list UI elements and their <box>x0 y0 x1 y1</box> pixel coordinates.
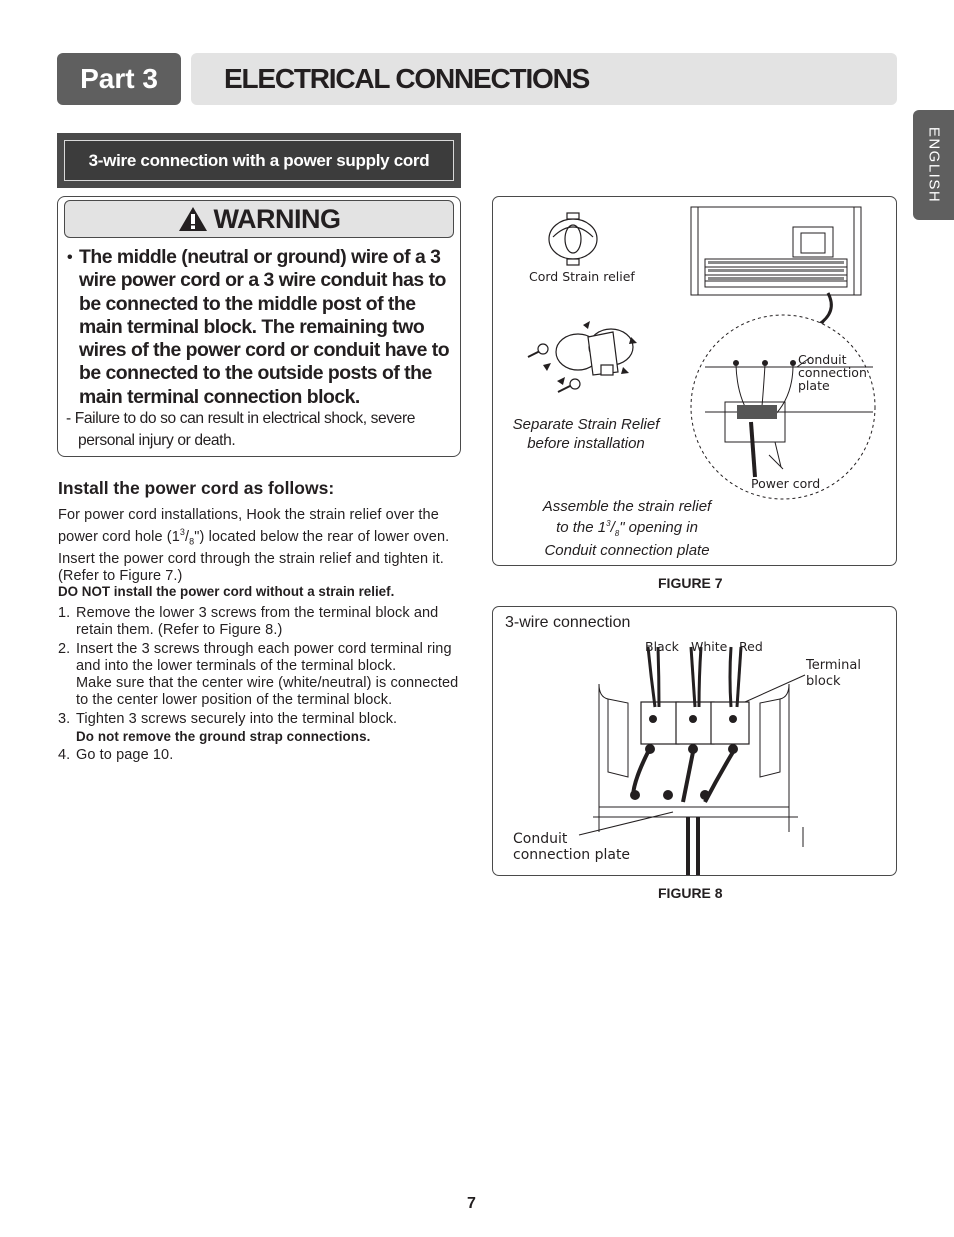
step-3 <box>58 711 463 745</box>
label-cord-strain-relief: Cord Strain relief <box>529 269 635 284</box>
assemble-sup: 3 <box>606 519 611 528</box>
assemble-sub: 8 <box>614 529 620 538</box>
install-steps <box>58 605 463 764</box>
page-number: 7 <box>467 1195 476 1212</box>
step-1 <box>58 605 463 639</box>
label-conduit-plate <box>798 353 867 392</box>
warning-note <box>66 408 456 451</box>
strain-relief-caution: DO NOT install the power cord without a strain relief. <box>58 584 395 599</box>
step-extra-text: Make sure that the center wire (white/neutral) is connected to the center lower position of the terminal block. <box>76 675 459 708</box>
terminal-line-1: Terminal <box>806 658 861 673</box>
step-text: Remove the lower 3 screws from the terminal block and retain them. (Refer to Figure 8.) <box>76 605 439 638</box>
separate-line-2: before installation <box>527 435 645 452</box>
step-text: Insert the 3 screws through each power cord terminal ring and into the lower terminals of the terminal block. <box>76 641 452 674</box>
figure-7-caption: FIGURE 7 <box>658 575 723 591</box>
install-paragraph: For power cord installations, Hook the strain relief over the power cord hole $(1^3/_8")$ located below the rear of lower oven. Insert the power cord through the strain relief and tighten it. (Refer to Figure 7.) <box>58 507 450 584</box>
warning-main-text: The middle (neutral or ground) wire of a 3 wire power cord or a 3 wire conduit has to be connected to the middle post of the main terminal block. The remaining two wires of the power cord or conduit have to be connected to the outside posts of the main terminal connection block. <box>79 246 450 408</box>
step-number: 1. <box>58 605 71 621</box>
page-title-bar <box>191 53 897 105</box>
conduit-plate-line-2: connection plate <box>513 847 631 863</box>
warning-triangle-icon <box>178 206 208 232</box>
conduit-line-3: plate <box>798 378 830 393</box>
install-para-sup: 3 <box>179 527 186 537</box>
step-number: 4. <box>58 747 71 763</box>
step-text: Tighten 3 screws securely into the terminal block. <box>76 711 398 727</box>
conduit-line-1: Conduit <box>798 352 847 367</box>
label-assemble: Assemble the strain relief to the $1^3/_8$" opening in Conduit connection plate <box>527 498 727 559</box>
section-heading <box>64 140 454 181</box>
label-conduit-connection-plate <box>513 831 630 863</box>
label-red: Red <box>739 639 763 654</box>
assemble-line-2b: " opening in <box>619 519 698 536</box>
step-text: Go to page 10. <box>76 747 174 763</box>
conduit-plate-line-1: Conduit <box>513 831 568 847</box>
section-heading-text: 3-wire connection with a power supply cord <box>88 150 430 170</box>
install-para-a: For power cord installations, Hook the strain relief over the power cord hole (1 <box>58 507 439 545</box>
assemble-line-2a: to the 1 <box>556 519 607 536</box>
assemble-line-1: Assemble the strain relief <box>542 498 712 515</box>
warning-title: WARNING <box>213 203 341 234</box>
install-para-sub: 8 <box>189 536 195 547</box>
step-bold-note: Do not remove the ground strap connections. <box>76 729 371 744</box>
part-label-text: Part 3 <box>80 63 158 94</box>
conduit-line-2: connection <box>798 365 867 380</box>
figure-8 <box>492 606 897 876</box>
language-tab-label: ENGLISH <box>925 126 942 204</box>
assemble-line-3: Conduit connection plate <box>544 542 710 559</box>
figure-8-title: 3-wire connection <box>505 614 631 631</box>
language-tab <box>913 110 954 220</box>
warning-header <box>64 200 454 238</box>
label-separate-strain <box>501 415 671 453</box>
warning-note-text: - Failure to do so can result in electrical shock, severe personal injury or death. <box>66 410 416 449</box>
separate-line-1: Separate Strain Relief <box>512 416 660 433</box>
label-black: Black <box>645 639 679 654</box>
step-4 <box>58 747 463 764</box>
figure-8-caption: FIGURE 8 <box>658 885 723 901</box>
install-para-b: ") located below the rear of lower oven. Insert the power cord through the strain relief and tighten it. (Refer to Figure 7.) <box>58 528 450 584</box>
step-number: 3. <box>58 711 71 727</box>
label-terminal-block <box>806 658 861 690</box>
step-2 <box>58 641 463 709</box>
terminal-line-2: block <box>806 674 841 689</box>
install-heading: Install the power cord as follows: <box>58 478 335 498</box>
part-label <box>57 53 181 105</box>
label-power-cord: Power cord <box>751 476 821 491</box>
warning-bullet: • <box>67 249 73 266</box>
step-number: 2. <box>58 641 71 657</box>
warning-main <box>67 246 455 409</box>
page-title: ELECTRICAL CONNECTIONS <box>224 63 590 94</box>
figure-7 <box>492 196 897 566</box>
label-white: White <box>691 639 728 654</box>
